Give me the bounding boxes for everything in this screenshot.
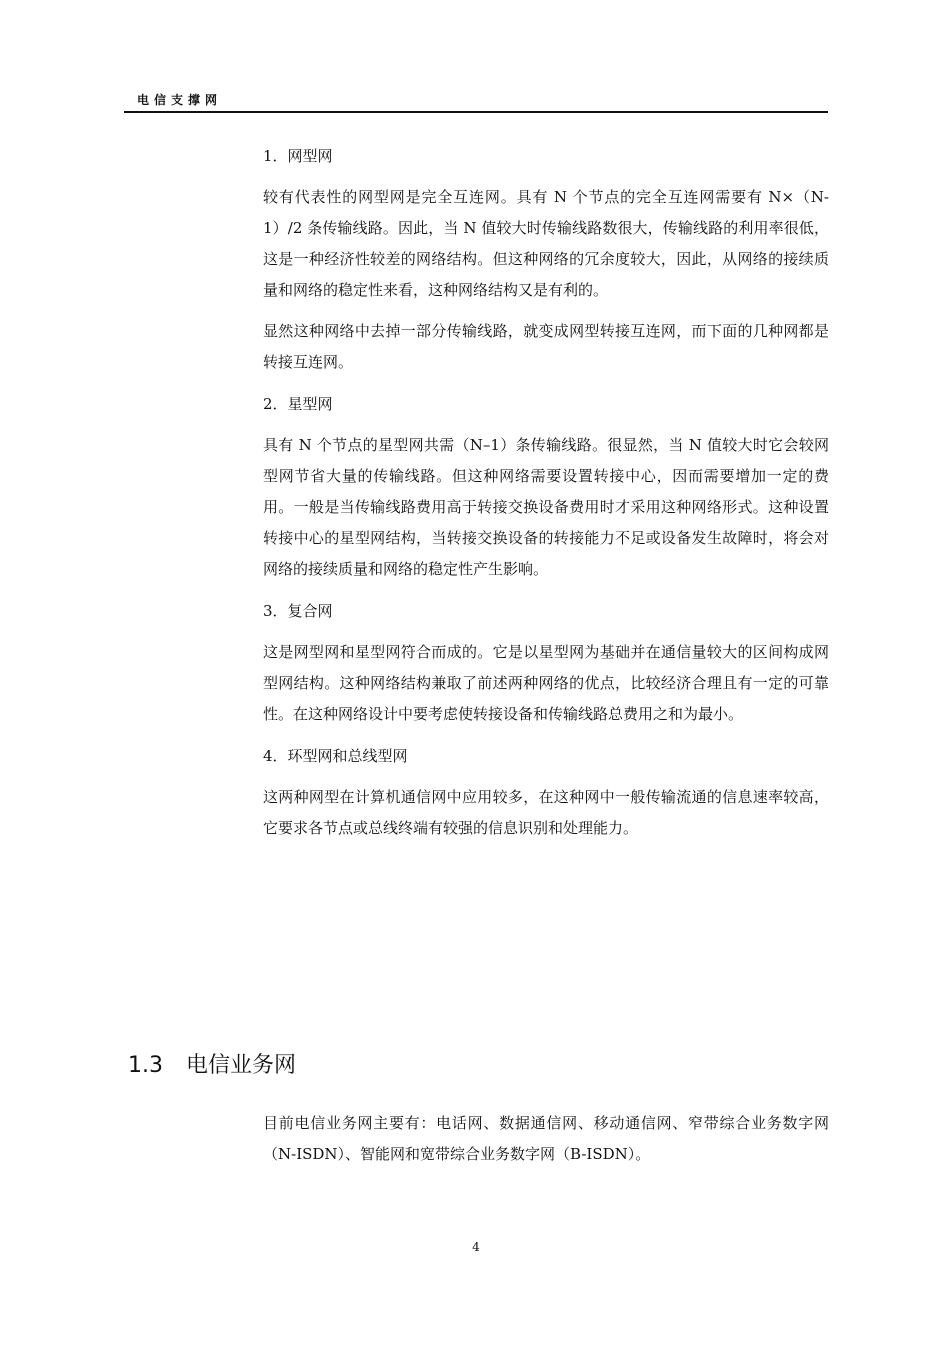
subsection-composite-network — [263, 595, 829, 730]
paragraph: 目前电信业务网主要有：电话网、数据通信网、移动通信网、窄带综合业务数字网（N-ISDN）、智能网和宽带综合业务数字网（B-ISDN）。 — [263, 1114, 829, 1163]
section-title: 电信业务网 — [186, 1053, 297, 1078]
paragraph: 这两种网型在计算机通信网中应用较多，在这种网中一般传输流通的信息速率较高，它要求各节点或总线终端有较强的信息识别和处理能力。 — [263, 788, 829, 837]
section-number: 1.3 — [128, 1053, 163, 1078]
section-heading-1-3 — [128, 1048, 296, 1084]
section-1-3-content — [263, 1108, 829, 1180]
page-header — [124, 91, 828, 113]
paragraph: 较有代表性的网型网是完全互连网。具有 N 个节点的完全互连网需要有 N×（N-1）/2 条传输线路。因此，当 N 值较大时传输线路数很大，传输线路的利用率很低，这是一种经济性较差的网络结构。但这种网络的冗余度较大，因此，从网络的接续质量和网络的稳定性来看，这种网络结构又是有利的。 — [263, 188, 829, 299]
subsection-heading: 1．网型网 — [263, 147, 333, 165]
subsection-heading: 2．星型网 — [263, 395, 333, 413]
paragraph: 具有 N 个节点的星型网共需（N–1）条传输线路。很显然，当 N 值较大时它会较网型网节省大量的传输线路。但这种网络需要设置转接中心，因而需要增加一定的费用。一般是当传输线路费用高于转接交换设备费用时才采用这种网络形式。这种设置转接中心的星型网结构，当转接交换设备的转接能力不足或设备发生故障时，将会对网络的接续质量和网络的稳定性产生影响。 — [263, 436, 829, 578]
subsection-heading: 3．复合网 — [263, 602, 333, 620]
main-content — [263, 140, 829, 854]
running-header-title: 电信支撑网 — [137, 93, 223, 107]
subsection-mesh-network — [263, 140, 829, 378]
paragraph: 这是网型网和星型网符合而成的。它是以星型网为基础并在通信量较大的区间构成网型网结构。这种网络结构兼取了前述两种网络的优点，比较经济合理且有一定的可靠性。在这种网络设计中要考虑使转接设备和传输线路总费用之和为最小。 — [263, 643, 829, 723]
subsection-star-network — [263, 388, 829, 585]
page-number: 4 — [472, 1240, 480, 1254]
subsection-heading: 4．环型网和总线型网 — [263, 747, 408, 765]
subsection-ring-bus-network — [263, 740, 829, 844]
paragraph: 显然这种网络中去掉一部分传输线路，就变成网型转接互连网，而下面的几种网都是转接互连网。 — [263, 322, 829, 371]
